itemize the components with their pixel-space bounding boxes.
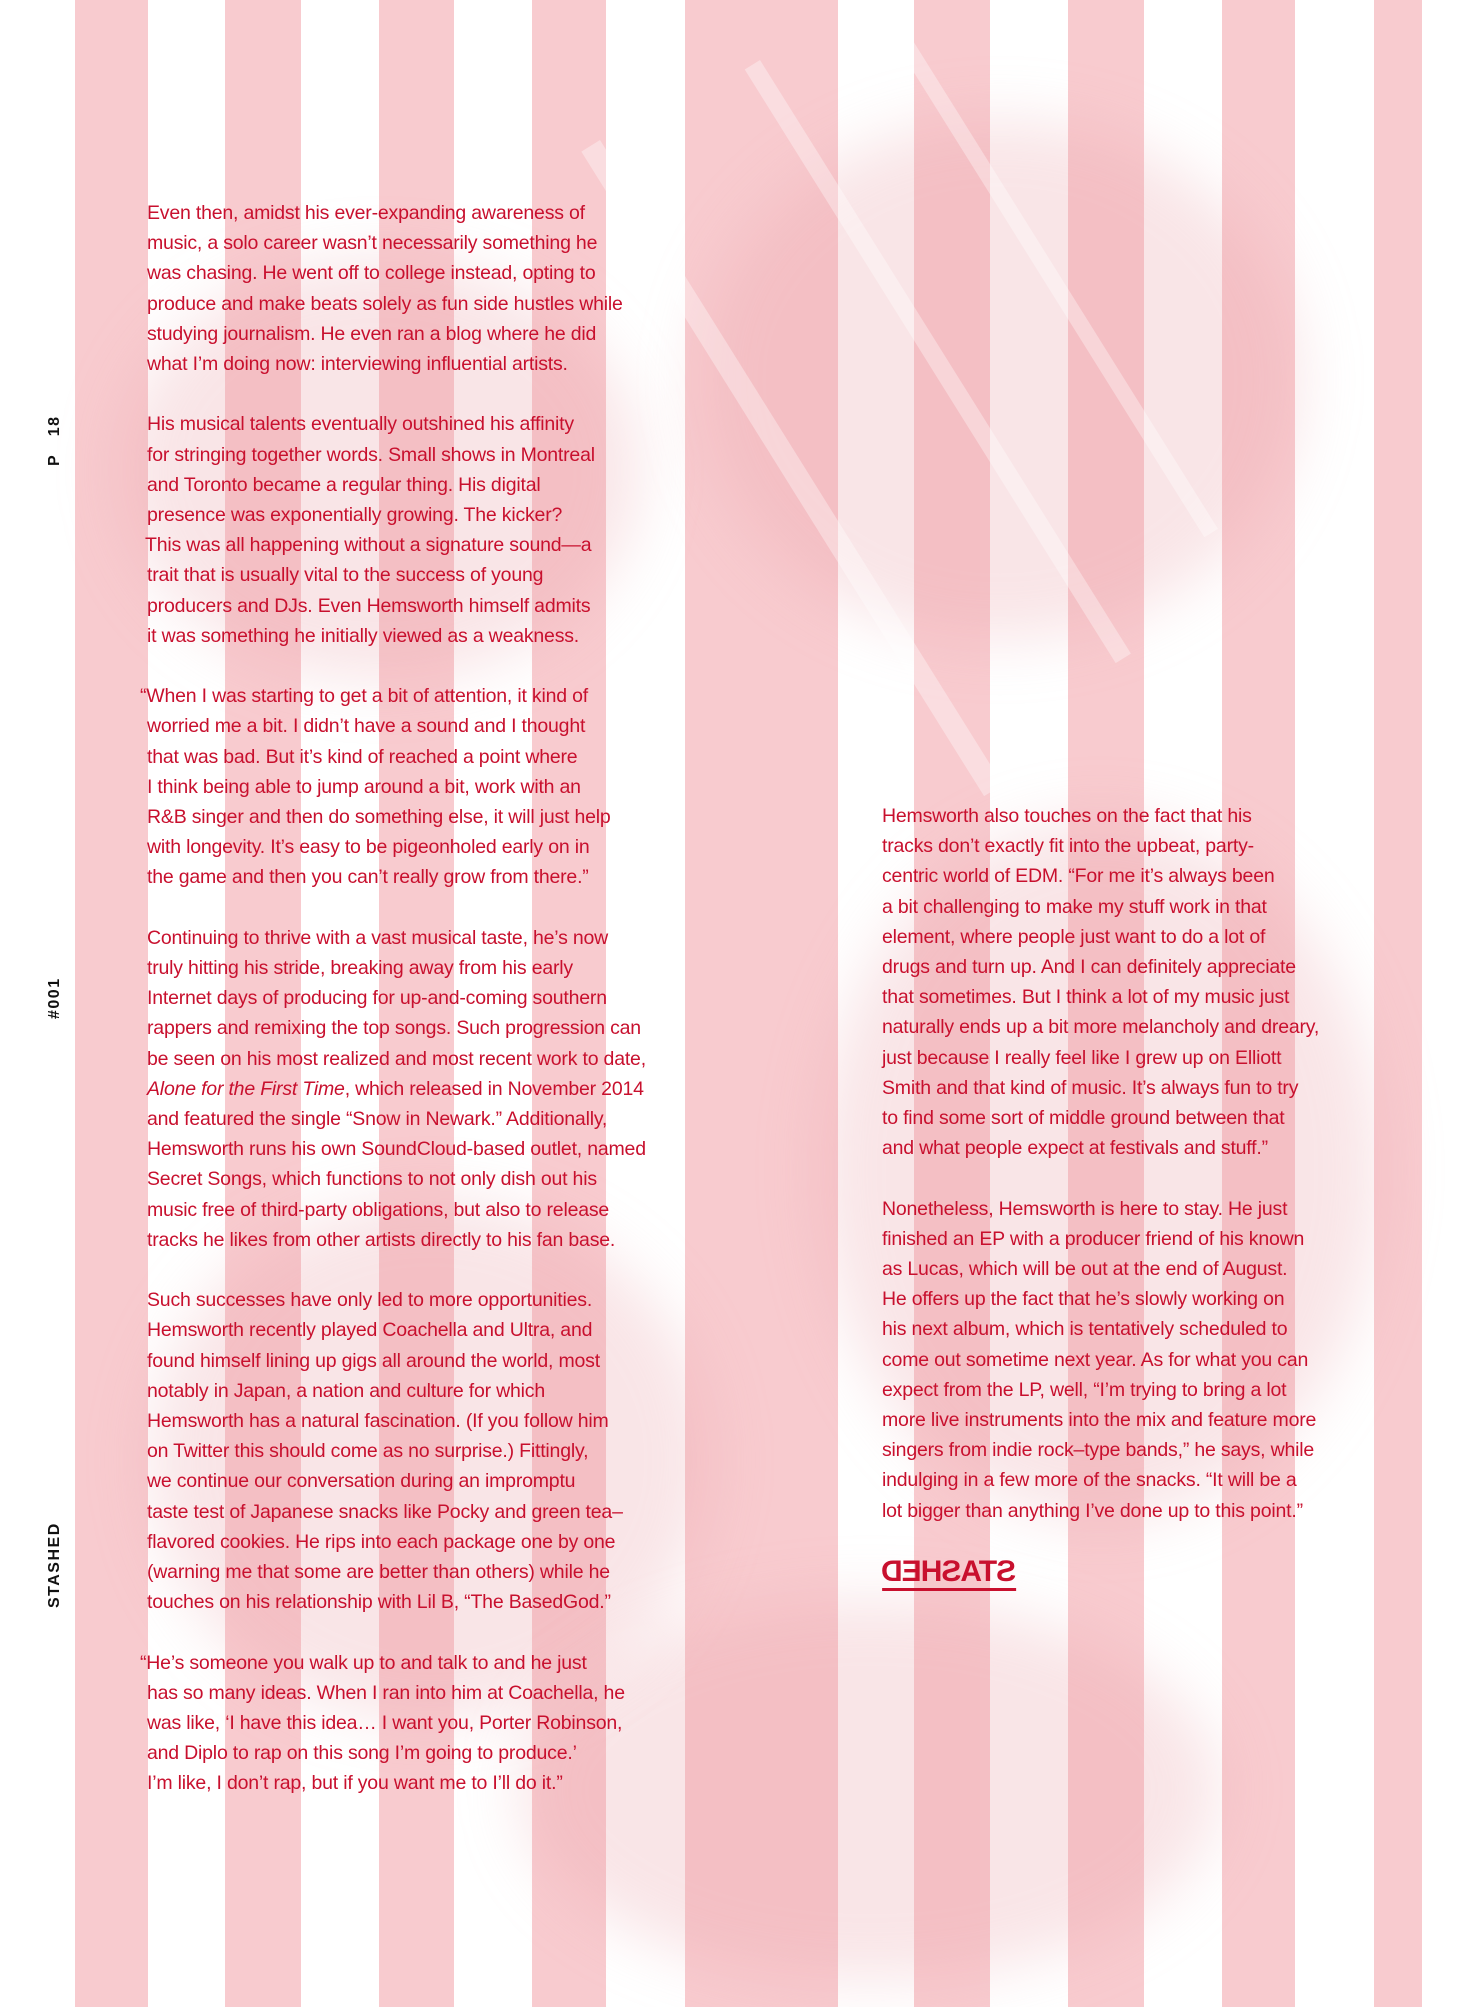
- text-line: trait that is usually vital to the success of young: [147, 564, 544, 587]
- text-line: “When I was starting to get a bit of attention, it kind of: [140, 685, 588, 708]
- text-line: just because I really feel like I grew up on Elliott: [882, 1046, 1282, 1069]
- text-line: Hemsworth recently played Coachella and Ultra, and: [147, 1319, 593, 1342]
- text-line: and Toronto became a regular thing. His digital: [147, 473, 541, 496]
- text-line: and what people expect at festivals and stuff.”: [882, 1137, 1268, 1160]
- text-line: truly hitting his stride, breaking away from his early: [147, 957, 573, 980]
- text-line: was like, ‘I have this idea… I want you, Porter Robinson,: [147, 1712, 623, 1735]
- right-column: [882, 801, 1402, 1556]
- text-line: it was something he initially viewed as a weakness.: [147, 624, 580, 647]
- text-line: Even then, amidst his ever-expanding awareness of: [147, 202, 585, 224]
- issue-number: #001: [46, 977, 63, 1019]
- text-line: I’m like, I don’t rap, but if you want me to I’ll do it.”: [147, 1772, 563, 1795]
- text-line: touches on his relationship with Lil B, “The BasedGod.”: [147, 1591, 611, 1614]
- end-mark-logo: STASHED: [882, 1557, 1016, 1591]
- text-line: what I’m doing now: interviewing influential artists.: [147, 353, 568, 376]
- text-line: come out sometime next year. As for what you can: [882, 1348, 1309, 1371]
- magazine-brand: STASHED: [46, 1522, 63, 1608]
- text-line: found himself lining up gigs all around the world, most: [147, 1349, 600, 1372]
- text-line: and featured the single “Snow in Newark.” Additionally,: [147, 1108, 608, 1131]
- text-line: Hemsworth runs his own SoundCloud-based outlet, named: [147, 1138, 646, 1161]
- text-line: He offers up the fact that he’s slowly working on: [882, 1288, 1285, 1311]
- text-line: R&B singer and then do something else, it will just help: [147, 806, 611, 829]
- text-line: tracks don’t exactly fit into the upbeat, party-: [882, 835, 1254, 858]
- text-line: has so many ideas. When I ran into him at Coachella, he: [147, 1681, 625, 1704]
- text-line: producers and DJs. Even Hemsworth himself admits: [147, 594, 591, 617]
- text-line: Internet days of producing for up-and-coming southern: [147, 987, 607, 1010]
- text-line: Nonetheless, Hemsworth is here to stay. He just: [882, 1197, 1288, 1220]
- paragraph: [147, 409, 707, 651]
- text-line: was chasing. He went off to college instead, opting to: [147, 262, 596, 285]
- text-line: for stringing together words. Small shows in Montreal: [147, 443, 595, 466]
- text-line: with longevity. It’s easy to be pigeonholed early on in: [147, 836, 590, 859]
- text-line: flavored cookies. He rips into each package one by one: [147, 1530, 616, 1553]
- text-line: rappers and remixing the top songs. Such progression can: [147, 1017, 641, 1040]
- paragraph: [147, 1285, 707, 1617]
- text-line: element, where people just want to do a lot of: [882, 925, 1266, 948]
- text-line: taste test of Japanese snacks like Pocky and green tea–: [147, 1500, 623, 1523]
- text-line: his next album, which is tentatively scheduled to: [882, 1318, 1288, 1341]
- stripe: [75, 0, 148, 2007]
- text-line: presence was exponentially growing. The kicker?: [147, 504, 563, 527]
- text-line: produce and make beats solely as fun side hustles while: [147, 292, 623, 315]
- text-line: music free of third-party obligations, but also to release: [147, 1198, 610, 1221]
- text-line: finished an EP with a producer friend of his known: [882, 1227, 1305, 1250]
- text-line: as Lucas, which will be out at the end of August.: [882, 1258, 1288, 1281]
- text-line: Continuing to thrive with a vast musical taste, he’s now: [147, 926, 609, 949]
- text-line: Hemsworth also touches on the fact that his: [882, 805, 1252, 827]
- paragraph: [147, 923, 707, 1255]
- text-line: Smith and that kind of music. It’s always fun to try: [882, 1076, 1299, 1099]
- paragraph: [882, 801, 1402, 1163]
- paragraph: [147, 198, 707, 379]
- text-line: music, a solo career wasn’t necessarily something he: [147, 232, 598, 255]
- text-line: a bit challenging to make my stuff work in that: [882, 895, 1267, 918]
- text-line: to find some sort of middle ground between that: [882, 1107, 1285, 1130]
- text-line: more live instruments into the mix and feature more: [882, 1409, 1317, 1432]
- text-line: notably in Japan, a nation and culture for which: [147, 1379, 545, 1402]
- left-column: [140, 198, 707, 1829]
- text-line: centric world of EDM. “For me it’s always been: [882, 865, 1275, 888]
- paragraph: [882, 1194, 1402, 1526]
- text-line: [147, 1074, 707, 1104]
- text-line: the game and then you can’t really grow from there.”: [147, 866, 589, 889]
- text-line: “He’s someone you walk up to and talk to and he just: [140, 1651, 587, 1674]
- pull-quote: [140, 681, 707, 892]
- text-line: drugs and turn up. And I can definitely appreciate: [882, 956, 1296, 979]
- text-line: lot bigger than anything I’ve done up to this point.”: [882, 1499, 1303, 1522]
- text-line: and Diplo to rap on this song I’m going to produce.’: [147, 1742, 577, 1765]
- text-line: His musical talents eventually outshined his affinity: [147, 413, 574, 436]
- text-line: on Twitter this should come as no surprise.) Fittingly,: [147, 1440, 589, 1463]
- page-number: P 18: [46, 415, 63, 466]
- text-line: Such successes have only led to more opportunities.: [147, 1289, 593, 1312]
- text-line: worried me a bit. I didn’t have a sound and I thought: [147, 715, 586, 738]
- text-line: naturally ends up a bit more melancholy and dreary,: [882, 1016, 1320, 1039]
- text-fragment: , which released in November 2014: [344, 1077, 644, 1100]
- text-line: expect from the LP, well, “I’m trying to bring a lot: [882, 1378, 1287, 1401]
- text-line: singers from indie rock–type bands,” he says, while: [882, 1439, 1315, 1462]
- text-line: that sometimes. But I think a lot of my music just: [882, 986, 1290, 1009]
- text-line: I think being able to jump around a bit, work with an: [147, 775, 581, 798]
- text-line: indulging in a few more of the snacks. “It will be a: [882, 1469, 1297, 1492]
- text-line: be seen on his most realized and most recent work to date,: [147, 1047, 646, 1070]
- text-line: Secret Songs, which functions to not only dish out his: [147, 1168, 597, 1191]
- album-title: Alone for the First Time: [147, 1077, 345, 1100]
- pull-quote: [140, 1648, 707, 1799]
- text-line: that was bad. But it’s kind of reached a point where: [147, 745, 578, 768]
- text-line: studying journalism. He even ran a blog where he did: [147, 322, 597, 345]
- text-line: (warning me that some are better than others) while he: [147, 1561, 610, 1584]
- text-line: tracks he likes from other artists directly to his fan base.: [147, 1228, 616, 1251]
- text-line: Hemsworth has a natural fascination. (If you follow him: [147, 1410, 609, 1433]
- text-line: This was all happening without a signature sound—a: [145, 534, 592, 557]
- text-line: we continue our conversation during an impromptu: [147, 1470, 576, 1493]
